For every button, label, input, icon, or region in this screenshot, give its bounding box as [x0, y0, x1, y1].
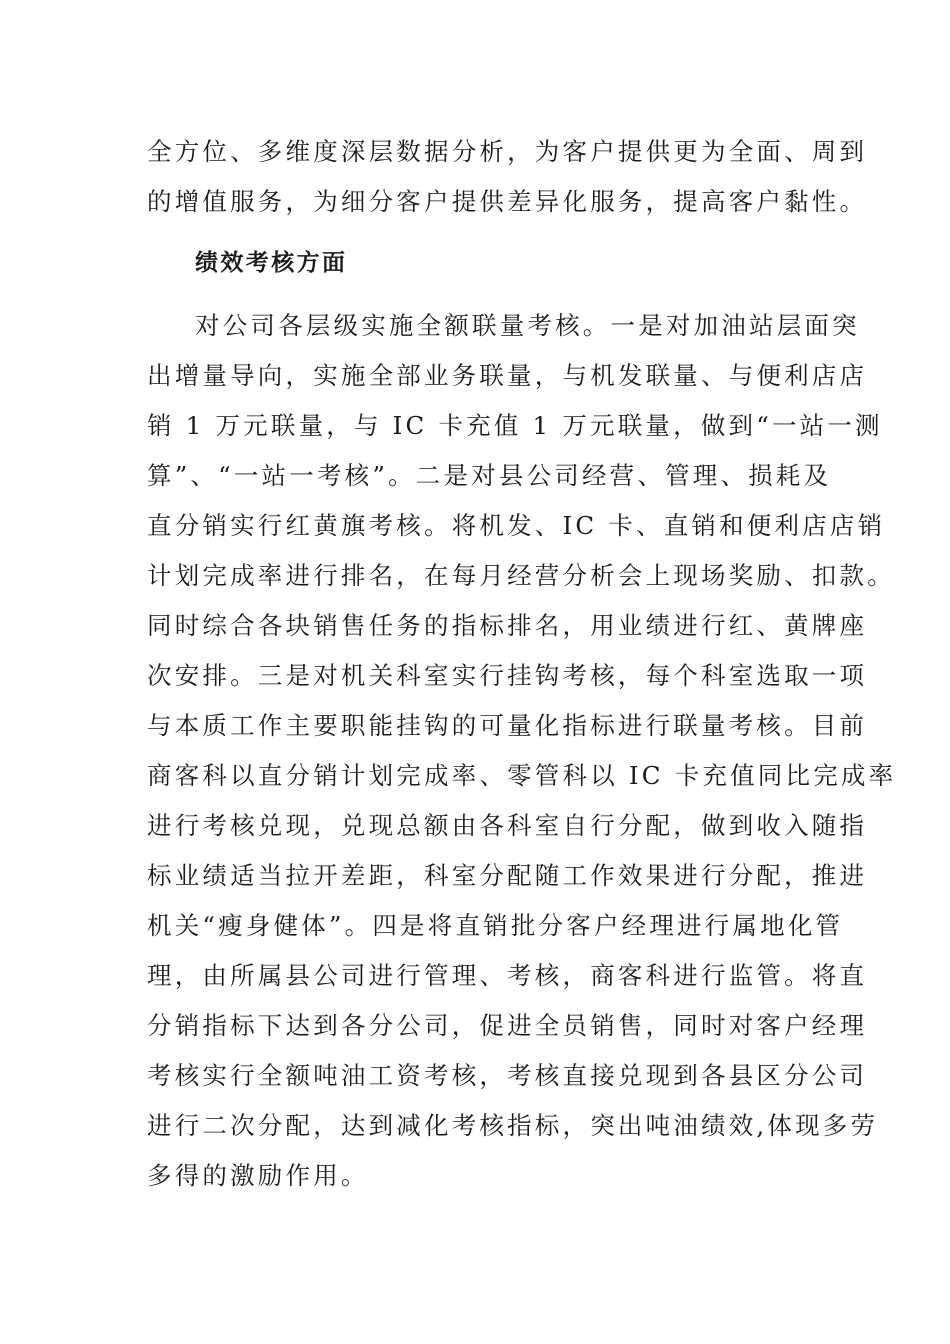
body-line-14: 理，由所属县公司进行管理、考核，商客科进行监管。将直 — [147, 961, 868, 990]
body-line-15: 分销指标下达到各分公司，促进全员销售，同时对客户经理 — [147, 1011, 868, 1040]
body-line-11: 进行考核兑现，兑现总额由各科室自行分配，做到收入随指 — [147, 811, 868, 840]
body-line-9: 与本质工作主要职能挂钩的可量化指标进行联量考核。目前 — [147, 711, 868, 740]
intro-line-1: 全方位、多维度深层数据分析，为客户提供更为全面、周到 — [147, 137, 868, 166]
body-line-8: 次安排。三是对机关科室实行挂钩考核，每个科室选取一项 — [147, 661, 868, 690]
body-line-1: 对公司各层级实施全额联量考核。一是对加油站层面突 — [195, 311, 860, 340]
body-line-2: 出增量导向，实施全部业务联量，与机发联量、与便利店店 — [147, 361, 868, 390]
section-heading: 绩效考核方面 — [195, 250, 348, 276]
body-line-6: 计划完成率进行排名，在每月经营分析会上现场奖励、扣款。 — [147, 561, 895, 590]
intro-line-2: 的增值服务，为细分客户提供差异化服务，提高客户黏性。 — [147, 187, 868, 216]
body-line-10: 商客科以直分销计划完成率、零管科以 IC 卡充值同比完成率 — [147, 761, 897, 790]
body-line-7: 同时综合各块销售任务的指标排名，用业绩进行红、黄牌座 — [147, 611, 868, 640]
body-line-4: 算”、“一站一考核”。二是对县公司经营、管理、损耗及 — [147, 461, 832, 490]
body-line-12: 标业绩适当拉开差距，科室分配随工作效果进行分配，推进 — [147, 861, 868, 890]
body-line-5: 直分销实行红黄旗考核。将机发、IC 卡、直销和便利店店销 — [147, 511, 886, 540]
body-line-3: 销 1 万元联量，与 IC 卡充值 1 万元联量，做到“一站一测 — [147, 411, 883, 440]
body-line-16: 考核实行全额吨油工资考核，考核直接兑现到各县区分公司 — [147, 1061, 868, 1090]
body-line-13: 机关“瘦身健体”。四是将直销批分客户经理进行属地化管 — [147, 911, 844, 940]
body-line-17: 进行二次分配，达到减化考核指标，突出吨油绩效,体现多劳 — [147, 1111, 879, 1140]
body-line-18: 多得的激励作用。 — [147, 1161, 369, 1190]
